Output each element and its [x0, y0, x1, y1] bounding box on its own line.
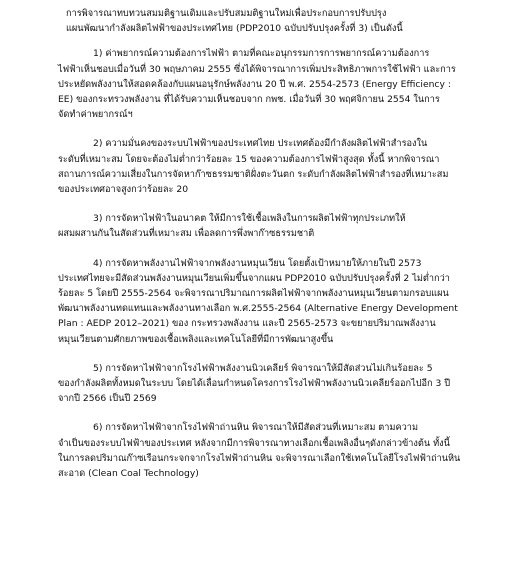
- item-line: ของประเทศอาจสูงกว่าร้อยละ 20: [58, 184, 189, 196]
- intro-paragraph: [58, 6, 510, 36]
- item-line: ร้อยละ 5 โดยปี 2555-2564 จะพิจารณาปริมาณการผลิตไฟฟ้าจากพลังงานหมุนเวียนตามกรอบแผน: [58, 288, 449, 300]
- item-line: 5) การจัดหาไฟฟ้าจากโรงไฟฟ้าพลังงานนิวเคลียร์ พิจารณาให้มีสัดส่วนไม่เกินร้อยละ 5: [93, 362, 433, 374]
- item-3-paragraph: [58, 211, 510, 241]
- item-line: จัดทำค่าพยากรณ์ฯ: [58, 109, 133, 121]
- item-line: ระดับที่เหมาะสม โดยจะต้องไม่ต่ำกว่าร้อยละ 15 ของความต้องการไฟฟ้าสูงสุด ทั้งนี้ หากพิจารณา: [58, 153, 440, 165]
- item-line: 2) ความมั่นคงของระบบไฟฟ้าของประเทศไทย ประเทศต้องมีกำลังผลิตไฟฟ้าสำรองใน: [93, 138, 428, 150]
- item-line: หมุนเวียนตามศักยภาพของเชื้อเพลิงและเทคโนโลยีที่มีการพัฒนาสูงขึ้น: [58, 333, 334, 345]
- item-line: สะอาด (Clean Coal Technology): [58, 468, 199, 480]
- item-line: 3) การจัดหาไฟฟ้าในอนาคต ให้มีการใช้เชื้อเพลิงในการผลิตไฟฟ้าทุกประเภทให้: [93, 213, 406, 225]
- item-5-paragraph: [58, 361, 510, 407]
- item-line: Plan : AEDP 2012–2021) ของ กระทรวงพลังงาน และปี 2565-2573 จะขยายปริมาณพลังงาน: [58, 318, 436, 330]
- item-line: จำเป็นของระบบไฟฟ้าของประเทศ หลังจากมีการพิจารณาทางเลือกเชื้อเพลิงอื่นๆดังกล่าวข้างต้น ทั้งนี้: [58, 437, 450, 449]
- item-2-paragraph: [58, 136, 510, 197]
- item-line: ประเทศไทยจะมีสัดส่วนพลังงานหมุนเวียนเพิ่มขึ้นจากแผน PDP2010 ฉบับปรับปรุงครั้งที่ 2 ไม่ต่ำกว่า: [58, 272, 450, 284]
- item-1-paragraph: [58, 46, 510, 122]
- item-line: EE) ของกระทรวงพลังงาน ที่ได้รับความเห็นชอบจาก กพช. เมื่อวันที่ 30 พฤศจิกายน 2554 ในการ: [58, 94, 440, 106]
- intro-line: แผนพัฒนากำลังผลิตไฟฟ้าของประเทศไทย (PDP2010 ฉบับปรับปรุงครั้งที่ 3) เป็นดังนี้: [66, 23, 403, 35]
- item-line: ในการลดปริมาณก๊าซเรือนกระจกจากโรงไฟฟ้าถ่านหิน จะพิจารณาเลือกใช้เทคโนโลยีโรงไฟฟ้าถ่านหิน: [58, 452, 461, 464]
- item-line: 6) การจัดหาไฟฟ้าจากโรงไฟฟ้าถ่านหิน พิจารณาให้มีสัดส่วนที่เหมาะสม ตามความ: [93, 422, 418, 434]
- item-line: 4) การจัดหาพลังงานไฟฟ้าจากพลังงานหมุนเวียน โดยตั้งเป้าหมายให้ภายในปี 2573: [93, 257, 422, 269]
- item-line: ไฟฟ้าเห็นชอบเมื่อวันที่ 30 พฤษภาคม 2555 ซึ่งได้พิจารณาการเพิ่มประสิทธิภาพการใช้ไฟฟ้า และการ: [58, 63, 456, 75]
- intro-line: การพิจารณาทบทวนสมมติฐานเดิมและปรับสมมติฐานใหม่เพื่อประกอบการปรับปรุง: [66, 8, 387, 19]
- item-line: ของกำลังผลิตทั้งหมดในระบบ โดยได้เลื่อนกำหนดโครงการโรงไฟฟ้าพลังงานนิวเคลียร์ออกไปอีก 3 ปี: [58, 378, 451, 390]
- item-line: จากปี 2566 เป็นปี 2569: [58, 393, 157, 405]
- item-line: สถานการณ์ความเสี่ยงในการจัดหาก๊าซธรรมชาติฝั่งตะวันตก ระดับกำลังผลิตไฟฟ้าสำรองที่เหมาะสม: [58, 168, 449, 180]
- item-line: 1) ค่าพยากรณ์ความต้องการไฟฟ้า ตามที่คณะอนุกรรมการการพยากรณ์ความต้องการ: [93, 48, 430, 60]
- item-line: ประหยัดพลังงานให้สอดคล้องกับแผนอนุรักษ์พลังงาน 20 ปี พ.ศ. 2554-2573 (Energy Efficiency :: [58, 78, 451, 90]
- item-6-paragraph: [58, 420, 510, 481]
- item-line: พัฒนาพลังงานทดแทนและพลังงานทางเลือก พ.ศ.2555-2564 (Alternative Energy Development: [58, 303, 458, 315]
- item-line: ผสมผสานกันในสัดส่วนที่เหมาะสม เพื่อลดการพึ่งพาก๊าซธรรมชาติ: [58, 228, 315, 240]
- item-4-paragraph: [58, 256, 510, 347]
